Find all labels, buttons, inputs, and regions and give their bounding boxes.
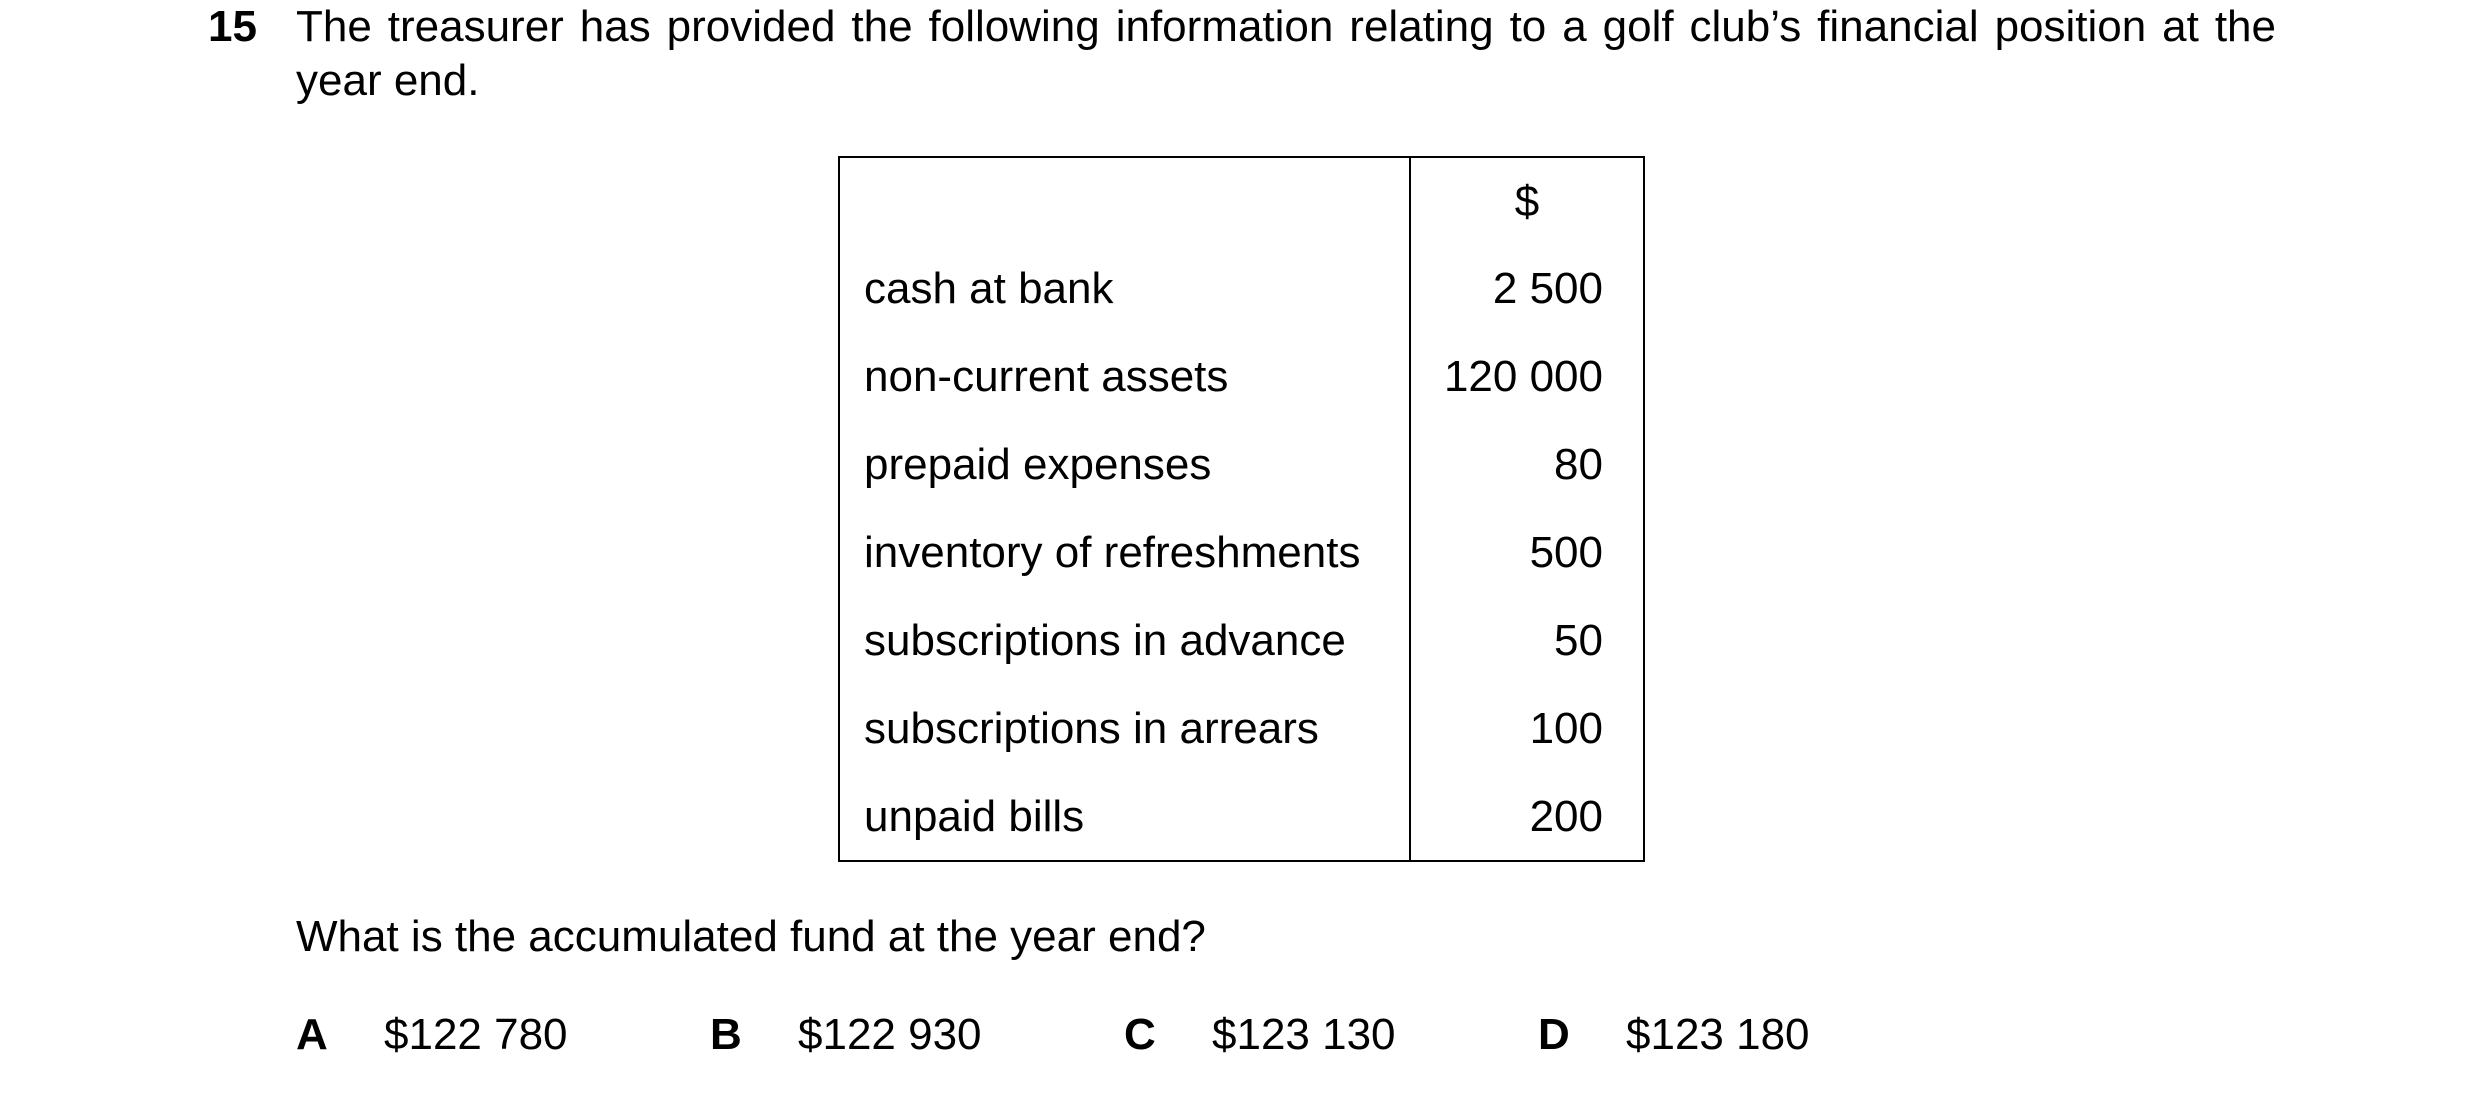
option-b[interactable] [710, 1008, 982, 1062]
option-text: $123 180 [1626, 1010, 1810, 1059]
header-label-cell [839, 157, 1410, 245]
table-row [839, 773, 1644, 861]
option-letter: A [296, 1010, 328, 1059]
option-letter: B [710, 1010, 742, 1059]
row-label: cash at bank [839, 245, 1410, 333]
table-header-row [839, 157, 1644, 245]
row-label: subscriptions in advance [839, 597, 1410, 685]
table-row [839, 333, 1644, 421]
row-label: prepaid expenses [839, 421, 1410, 509]
option-text: $122 780 [384, 1010, 568, 1059]
currency-header: $ [1514, 176, 1540, 226]
table-row [839, 509, 1644, 597]
row-label: non-current assets [839, 333, 1410, 421]
row-value: 500 [1529, 528, 1603, 577]
option-letter: D [1538, 1010, 1570, 1059]
row-value: 2 500 [1492, 264, 1603, 313]
row-value: 80 [1554, 440, 1603, 489]
table-row [839, 245, 1644, 333]
row-label: inventory of refreshments [839, 509, 1410, 597]
option-letter: C [1124, 1010, 1156, 1059]
row-value: 120 000 [1443, 352, 1603, 401]
option-text: $122 930 [798, 1010, 982, 1059]
row-value: 50 [1554, 616, 1603, 665]
row-label: subscriptions in arrears [839, 685, 1410, 773]
table-row [839, 421, 1644, 509]
option-d[interactable] [1538, 1008, 1810, 1062]
table-row [839, 597, 1644, 685]
table-row [839, 685, 1644, 773]
question-stem: The treasurer has provided the following information relating to a golf club’s financial position at the year end. [296, 2, 2276, 105]
question-prompt: What is the accumulated fund at the year end? [296, 912, 1206, 961]
option-a[interactable] [296, 1008, 568, 1062]
row-value: 100 [1529, 704, 1603, 753]
row-value: 200 [1529, 791, 1603, 841]
question-number: 15 [208, 2, 257, 51]
financial-data-table [838, 156, 1645, 862]
option-c[interactable] [1124, 1008, 1396, 1062]
row-label: unpaid bills [839, 773, 1410, 861]
option-text: $123 130 [1212, 1010, 1396, 1059]
